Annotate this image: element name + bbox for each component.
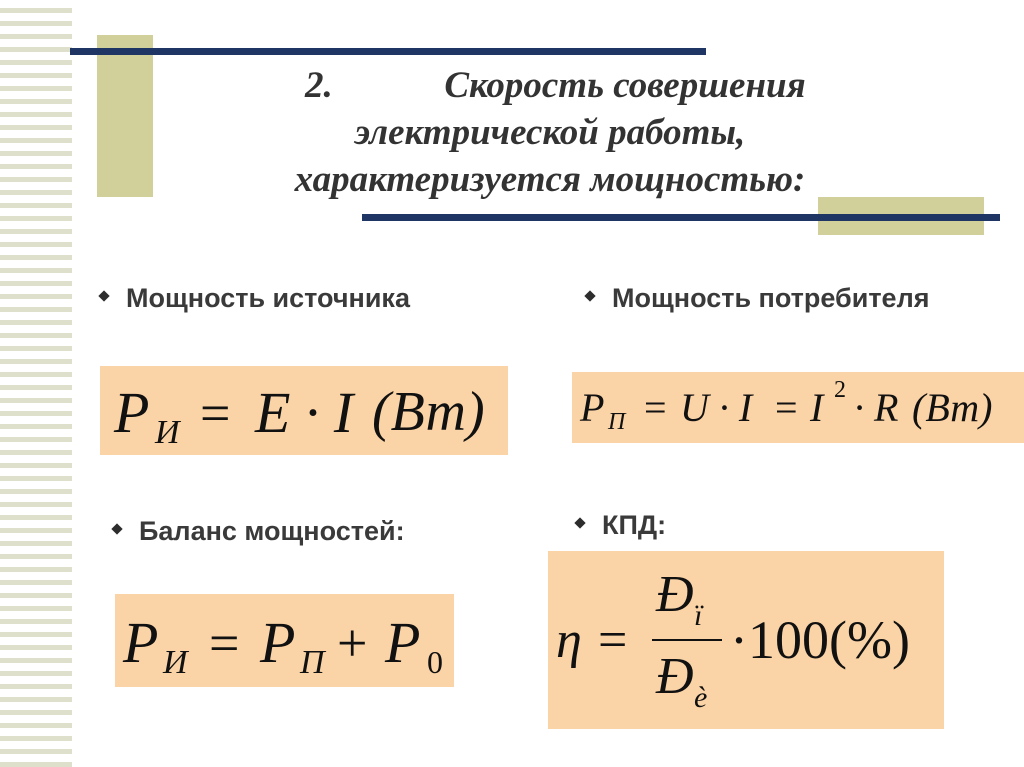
formula-balance-t1-sub: П [300, 644, 325, 681]
striped-margin [0, 0, 72, 767]
formula-consumer-rhs-sup: 2 [834, 377, 846, 403]
formula-consumer-power [572, 372, 1024, 443]
formula-efficiency-den-sub: è [694, 681, 708, 714]
formula-consumer-mid: U · I [680, 385, 753, 430]
formula-source-power [100, 366, 508, 455]
bullet-diamond-icon [584, 290, 595, 301]
formula-efficiency-num-sub: ï [694, 599, 703, 632]
bullet-consumer-power [586, 283, 929, 314]
fraction-bar [652, 639, 722, 641]
formula-source-lhs: P [114, 380, 150, 445]
bullet-power-balance-label: Баланс мощностей: [139, 516, 405, 546]
formula-balance-eq: = [209, 613, 240, 673]
bullet-power-balance [113, 516, 405, 547]
bullet-consumer-power-label: Мощность потребителя [612, 283, 930, 313]
title-line-2: электрической работы, [354, 112, 746, 153]
bullet-diamond-icon [111, 523, 122, 534]
formula-balance-t2: P [385, 610, 421, 675]
formula-efficiency-eq: = [598, 612, 628, 669]
formula-consumer-lhs: P [580, 385, 605, 430]
formula-consumer-eq2: = [775, 385, 798, 430]
formula-balance-plus: + [337, 613, 368, 673]
bullet-source-power [100, 283, 410, 314]
formula-balance-lhs-sub: И [163, 644, 188, 681]
formula-balance-t2-sub: 0 [427, 644, 443, 680]
decorative-block-top [97, 35, 153, 197]
bullet-efficiency [576, 510, 666, 541]
formula-source-lhs-sub: И [155, 414, 180, 451]
title-number: 2. [305, 65, 333, 106]
formula-power-balance [115, 594, 454, 687]
formula-balance-lhs: P [123, 610, 159, 675]
formula-source-unit: (Вт) [372, 381, 485, 443]
bullet-diamond-icon [574, 517, 585, 528]
formula-consumer-rhs: I [810, 385, 824, 430]
bullet-source-power-label: Мощность источника [126, 283, 410, 313]
formula-balance-t1: P [260, 610, 296, 675]
title-line-3: характеризуется мощностью: [294, 159, 806, 200]
decorative-line-top [70, 48, 706, 55]
formula-consumer-lhs-sub: П [608, 409, 626, 435]
formula-efficiency-tail: ·100(%) [730, 610, 910, 670]
title-line-1: Скорость совершения [444, 65, 806, 106]
formula-source-rhs: E · I [255, 380, 354, 445]
slide-title [200, 62, 900, 203]
formula-consumer-rhs-tail: · R [854, 385, 899, 430]
formula-efficiency [548, 551, 944, 729]
bullet-diamond-icon [98, 290, 109, 301]
formula-consumer-unit: (Вт) [912, 385, 993, 430]
formula-efficiency-lhs: η [556, 612, 582, 669]
formula-consumer-eq1: = [644, 385, 667, 430]
formula-efficiency-num: Đ [656, 566, 694, 623]
formula-efficiency-den: Đ [656, 648, 694, 705]
formula-source-eq: = [200, 383, 231, 443]
decorative-line-bottom [362, 214, 1000, 221]
bullet-efficiency-label: КПД: [602, 510, 667, 540]
